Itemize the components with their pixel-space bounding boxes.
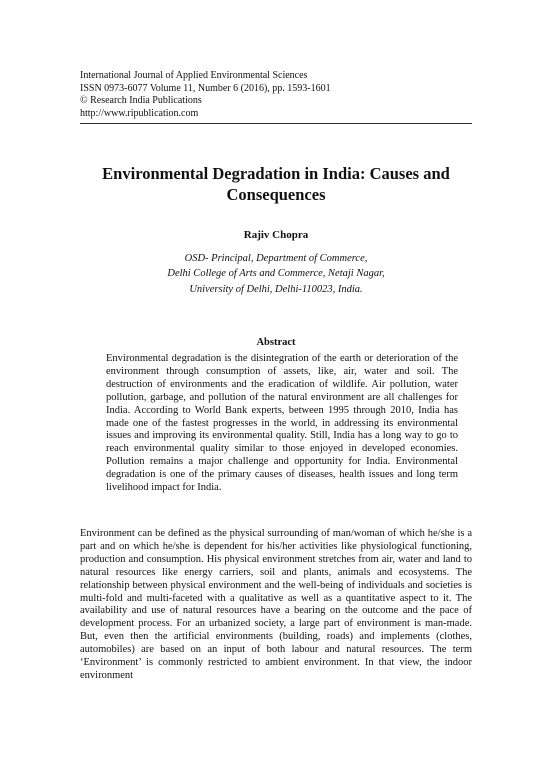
body-paragraph: Environment can be defined as the physical surrounding of man/woman of which he/she is a part and on which he/she is dependent for his/her activities like physiological functioning, production and consumption. His physical environment stretches from air, water and land to natural resources like energy carriers, soil and plants, animals and ecosystems. The relationship between physical environment and the well-being of individuals and societies is multi-fold and multi-faceted with a qualitative as well as a quantitative aspect to it. The availability and use of natural resources have a bearing on the outcome and the pace of development process. For an urbanized society, a large part of environment is man-made. But, even then the artificial environments (building, roads) and implements (clothes, automobiles) are based on an input of both labour and natural resources. The term ‘Environment’ is commonly restricted to ambient environment. In that view, the indoor environment: [80, 528, 472, 681]
affiliation-line-1: OSD- Principal, Department of Commerce,: [184, 253, 368, 264]
abstract-text: Environmental degradation is the disintegration of the earth or deterioration of the environment through consumption of assets, like, air, water and soil. The destruction of environments and the eradication of wildlife. Air pollution, water pollution, garbage, and pollution of the natural environment are all challenges for India. According to World Bank experts, between 1995 through 2010, India has made one of the fastest progresses in the world, in addressing its environmental issues and improving its environmental quality. Still, India has a long way to go to reach environmental quality similar to those enjoyed in developed economies. Pollution remains a major challenge and opportunity for India. Environmental degradation is one of the primary causes of diseases, health issues and long term livelihood impact for India.: [106, 353, 458, 494]
issn-line: ISSN 0973-6077 Volume 11, Number 6 (2016), pp. 1593-1601: [80, 82, 331, 94]
copyright-line: © Research India Publications: [80, 95, 202, 107]
journal-header: [80, 70, 472, 124]
affiliation-line-3: University of Delhi, Delhi-110023, India.: [189, 283, 363, 295]
author-name: Rajiv Chopra: [243, 229, 309, 241]
author-affiliation: [80, 251, 472, 297]
affiliation-line-2: Delhi College of Arts and Commerce, Netaji Nagar,: [167, 268, 385, 280]
journal-name: International Journal of Applied Environmental Sciences: [80, 70, 308, 81]
journal-url[interactable]: http://www.ripublication.com: [80, 107, 199, 119]
abstract-heading: Abstract: [256, 337, 296, 348]
paper-title: Environmental Degradation in India: Causes and Consequences: [102, 164, 450, 204]
